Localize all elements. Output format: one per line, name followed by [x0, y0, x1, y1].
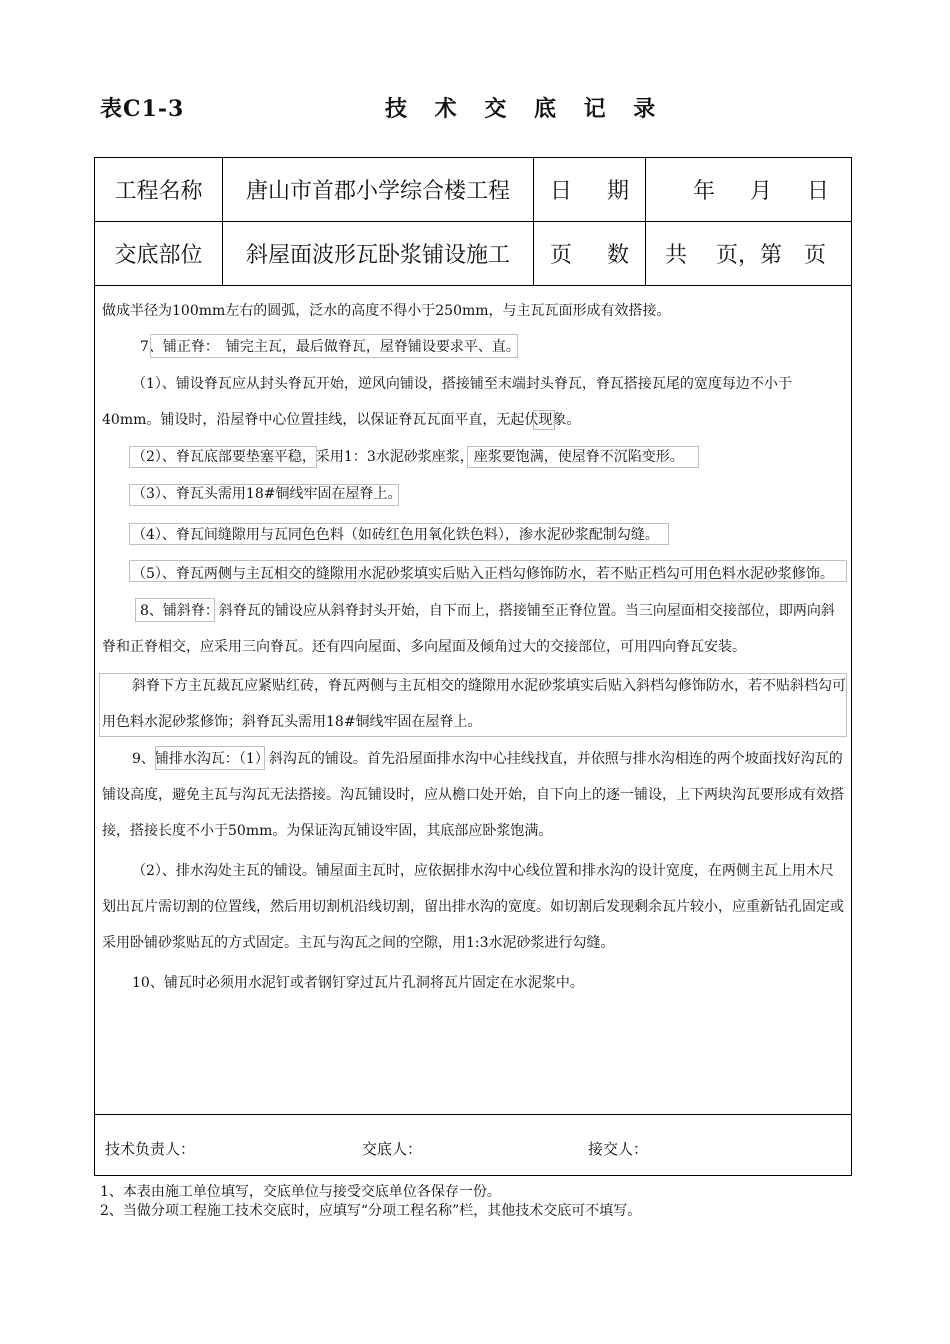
date-year[interactable]: 年 [693, 179, 716, 204]
part-value[interactable]: 斜屋面波形瓦卧浆铺设施工 [245, 243, 510, 268]
project-value[interactable]: 唐山市首郡小学综合楼工程 [245, 179, 510, 204]
content-paragraph: （1）、铺设脊瓦应从封头脊瓦开始，逆风向铺设，搭接铺至末端封头脊瓦，脊瓦搭接瓦尾的宽度每边不小于40mm。铺设时，沿屋脊中心位置挂线，以保证脊瓦瓦面平直，无起伏现象。 [102, 376, 792, 428]
discloser-label: 交底人： [362, 1140, 423, 1158]
content-paragraph: （5）、脊瓦两侧与主瓦相交的缝隙用水泥砂浆填实后贴入正档勾修饰防水，若不贴正档勾可用色料水泥砂浆修饰。 [132, 566, 834, 582]
date-label-2: 期 [607, 179, 630, 204]
note-1: 1、本表由施工单位填写，交底单位与接受交底单位各保存一份。 [100, 1184, 501, 1200]
content-paragraph: 7、铺正脊： 铺完主瓦，最后做脊瓦，屋脊铺设要求平、直。 [140, 339, 520, 355]
pages-value[interactable]: 共 页，第 页 [665, 243, 826, 268]
content-paragraph: （4）、脊瓦间缝隙用与瓦同色色料（如砖红色用氧化铁色料），渗水泥砂浆配制勾缝。 [132, 527, 659, 543]
content-paragraph: 9、铺排水沟瓦：（1）斜沟瓦的铺设。首先沿屋面排水沟中心挂线找直，并依照与排水沟相连的两个坡面找好沟瓦的铺设高度，避免主瓦与沟瓦无法搭接。沟瓦铺设时，应从檐口处开始，自下向上的逐一铺设，上下两块沟瓦要形成有效搭接，搭接长度不小于50mm。为保证沟瓦铺设牢固，其底部应卧浆饱满。 [102, 751, 844, 839]
content-paragraph: （3）、脊瓦头需用18#铜线牢固在屋脊上。 [132, 486, 402, 502]
date-month[interactable]: 月 [750, 179, 773, 204]
note-2: 2、当做分项工程施工技术交底时，应填写“分项工程名称”栏，其他技术交底可不填写。 [100, 1203, 642, 1219]
receiver-label: 接交人： [588, 1140, 649, 1158]
content-paragraph: （2）、脊瓦底部要垫塞平稳，采用1：3水泥砂浆座浆，座浆要饱满，使屋脊不沉陷变形。 [132, 449, 684, 465]
content-paragraph: 8、铺斜脊：斜脊瓦的铺设应从斜脊封头开始，自下而上，搭接铺至正脊位置。当三向屋面相交接部位，即两向斜脊和正脊相交，应采用三向脊瓦。还有四向屋面、多向屋面及倾角过大的交接部位，可用四向脊瓦安装。 [102, 603, 835, 655]
content-paragraph: 做成半径为100mm左右的圆弧，泛水的高度不得小于250mm，与主瓦瓦面形成有效搭接。 [102, 303, 671, 319]
date-day[interactable]: 日 [807, 179, 830, 204]
tech-lead-label: 技术负责人： [105, 1140, 196, 1158]
signature-divider [95, 1114, 851, 1115]
content-paragraph: 10、铺瓦时必须用水泥钉或者钢钉穿过瓦片孔洞将瓦片固定在水泥浆中。 [132, 975, 584, 991]
header-table [94, 157, 852, 286]
project-label: 工程名称 [114, 179, 203, 204]
pages-label-2: 数 [607, 243, 630, 268]
content-box [94, 286, 852, 1176]
content-paragraph: （2）、排水沟处主瓦的铺设。铺屋面主瓦时，应依据排水沟中心线位置和排水沟的设计宽度，在两侧主瓦上用木尺划出瓦片需切割的位置线，然后用切割机沿线切割，留出排水沟的宽度。如切割后发现剩余瓦片较小，应重新钻孔固定或采用卧铺砂浆贴瓦的方式固定。主瓦与沟瓦之间的空隙，用1:3水泥砂浆进行勾缝。 [102, 863, 844, 951]
pages-label-1: 页 [550, 243, 573, 268]
date-label-1: 日 [550, 179, 573, 204]
form-code: 表C1-3 [100, 96, 185, 122]
part-label: 交底部位 [114, 243, 203, 268]
form-title: 技 术 交 底 记 录 [385, 96, 666, 122]
content-paragraph: 斜脊下方主瓦裁瓦应紧贴红砖，脊瓦两侧与主瓦相交的缝隙用水泥砂浆填实后贴入斜档勾修饰防水，若不贴斜档勾可用色料水泥砂浆修饰；斜脊瓦头需用18#铜线牢固在屋脊上。 [102, 678, 846, 730]
